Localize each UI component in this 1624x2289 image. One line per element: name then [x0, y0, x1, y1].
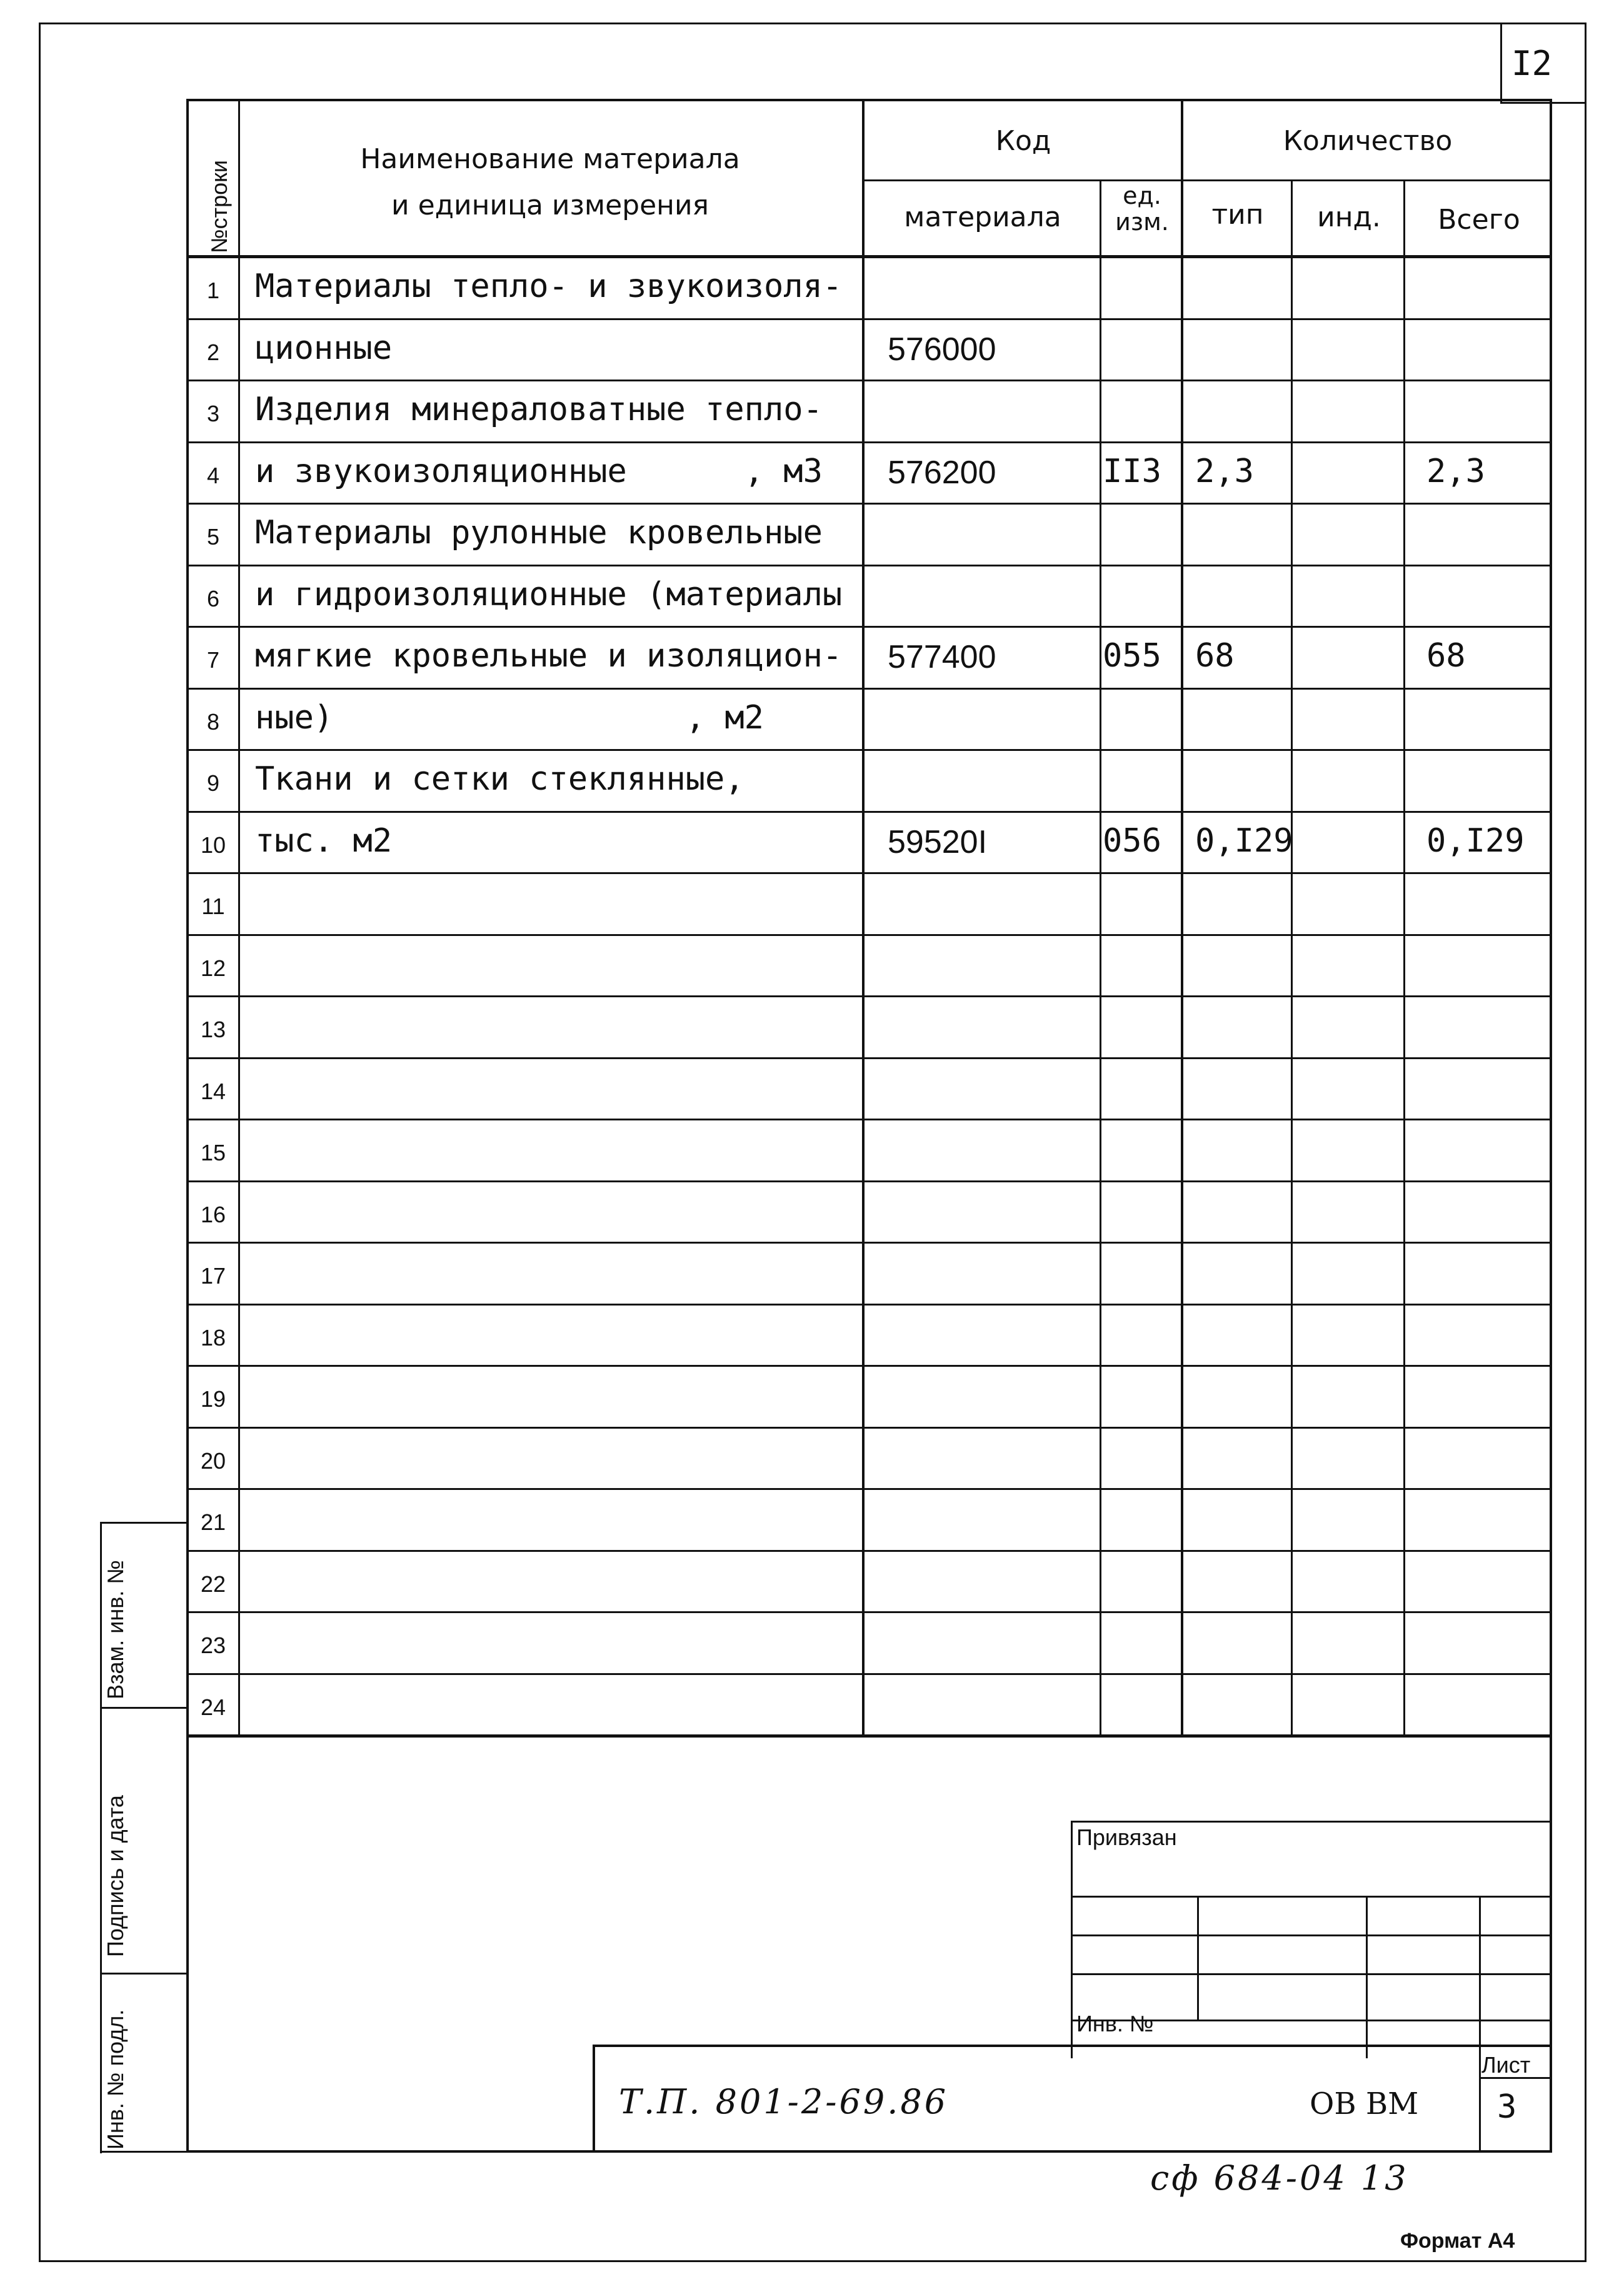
table-cell-n: 24 — [200, 1694, 226, 1720]
header-type: тип — [1211, 199, 1264, 231]
table-cell-unit: 055 — [1103, 637, 1161, 675]
row-line — [186, 1427, 1552, 1429]
table-cell-name: и звукоизоляционные , м3 — [255, 453, 823, 490]
binding-line — [1479, 1896, 1481, 2058]
row-line — [186, 1057, 1552, 1059]
row-line — [186, 380, 1552, 381]
table-cell-code: 59520I — [888, 824, 988, 860]
table-cell-name: и гидроизоляционные (материалы — [255, 576, 843, 613]
table-cell-n: 23 — [200, 1632, 226, 1658]
row-line — [186, 1365, 1552, 1367]
row-line — [186, 565, 1552, 566]
table-cell-name: ные) , м2 — [255, 699, 764, 737]
table-cell-n: 15 — [200, 1140, 226, 1165]
title-block-left — [593, 2045, 595, 2153]
table-cell-unit: II3 — [1103, 453, 1161, 490]
stamp-sign-date: Подпись и дата — [103, 1795, 128, 1957]
row-line — [186, 872, 1552, 874]
table-cell-n: 10 — [200, 832, 226, 858]
table-cell-name: Изделия минераловатные тепло- — [255, 391, 823, 428]
header-bottom-line — [186, 255, 1552, 258]
table-cell-name: тыс. м2 — [255, 822, 393, 860]
table-cell-total: 2,3 — [1426, 453, 1485, 490]
header-ind: инд. — [1317, 201, 1381, 233]
title-block-top — [593, 2045, 1552, 2047]
sheet-corner-number: I2 — [1511, 44, 1553, 83]
binding-privyazan: Привязан — [1076, 1824, 1177, 1850]
stamp-line — [100, 2151, 188, 2153]
row-line — [186, 811, 1552, 813]
row-line — [186, 1304, 1552, 1305]
title-sheet-number: 3 — [1497, 2088, 1517, 2126]
row-line — [186, 1611, 1552, 1613]
row-line — [186, 688, 1552, 690]
row-line — [186, 503, 1552, 505]
table-cell-n: 13 — [200, 1017, 226, 1042]
binding-inv-no: Инв. № — [1076, 2011, 1154, 2036]
table-cell-n: 5 — [206, 524, 220, 550]
table-cell-type: 2,3 — [1195, 453, 1254, 490]
table-cell-total: 68 — [1426, 637, 1466, 675]
row-line — [186, 441, 1552, 443]
table-cell-name: мягкие кровельные и изоляцион- — [255, 637, 843, 675]
table-cell-unit: 056 — [1103, 822, 1161, 860]
row-line — [186, 1119, 1552, 1120]
table-cell-n: 20 — [200, 1448, 226, 1474]
table-cell-n: 4 — [206, 463, 220, 488]
stamp-line — [100, 1707, 188, 1709]
title-mark: ОВ ВМ — [1310, 2086, 1419, 2121]
title-sheet-label: Лист — [1481, 2052, 1531, 2078]
table-cell-code: 576000 — [888, 331, 996, 368]
header-row-number: №строки — [206, 159, 232, 253]
header-quantity: Количество — [1283, 125, 1453, 157]
table-cell-n: 21 — [200, 1509, 226, 1535]
table-cell-total: 0,I29 — [1426, 822, 1525, 860]
header-unit: ед. изм. — [1115, 182, 1169, 236]
row-line — [186, 1673, 1552, 1675]
table-cell-n: 19 — [200, 1386, 226, 1412]
table-cell-name: ционные — [255, 330, 393, 367]
table-cell-n: 12 — [200, 955, 226, 981]
footer-format: Формат А4 — [1400, 2229, 1515, 2253]
stamp-line — [100, 1522, 102, 2153]
stamp-line — [100, 1522, 188, 1524]
table-cell-n: 22 — [200, 1571, 226, 1597]
table-cell-n: 18 — [200, 1325, 226, 1351]
table-cell-n: 11 — [201, 893, 225, 919]
header-subdivider — [863, 179, 1552, 181]
table-cell-type: 0,I29 — [1195, 822, 1293, 860]
table-cell-name: Материалы рулонные кровельные — [255, 514, 823, 551]
table-cell-name: Материалы тепло- и звукоизоля- — [255, 268, 843, 305]
stamp-zam-inv: Взам. инв. № — [103, 1559, 128, 1699]
table-cell-n: 2 — [206, 340, 220, 365]
column-line — [1291, 179, 1293, 1734]
binding-line — [1071, 1821, 1552, 1823]
table-cell-n: 14 — [200, 1079, 226, 1104]
table-cell-code: 577400 — [888, 639, 996, 675]
table-cell-n: 16 — [200, 1202, 226, 1227]
table-cell-n: 6 — [206, 586, 220, 611]
table-cell-n: 9 — [206, 770, 220, 796]
table-cell-name: Ткани и сетки стеклянные, — [255, 760, 744, 798]
header-material-code: материала — [904, 201, 1061, 233]
row-line — [186, 1488, 1552, 1490]
binding-line — [1071, 1821, 1073, 2058]
header-material-name-text: Наименование материала и единица измерения — [360, 143, 740, 221]
row-line — [186, 1550, 1552, 1552]
row-line — [186, 1734, 1552, 1738]
header-code: Код — [995, 125, 1051, 157]
row-line — [186, 749, 1552, 751]
table-cell-code: 576200 — [888, 455, 996, 491]
column-line — [1403, 179, 1405, 1734]
column-line — [1100, 179, 1101, 1734]
table-cell-n: 3 — [206, 401, 220, 426]
table-cell-type: 68 — [1195, 637, 1235, 675]
row-line — [186, 626, 1552, 628]
binding-line — [1197, 1896, 1199, 2020]
row-line — [186, 318, 1552, 320]
header-total: Всего — [1438, 204, 1520, 236]
table-cell-n: 8 — [206, 709, 220, 735]
row-line — [186, 1180, 1552, 1182]
row-line — [186, 934, 1552, 936]
table-cell-n: 7 — [206, 647, 220, 673]
footer-handwritten-code: сф 684-04 13 — [1150, 2158, 1409, 2198]
row-line — [186, 995, 1552, 997]
stamp-inv-podl: Инв. № подл. — [103, 2009, 128, 2150]
table-cell-n: 1 — [206, 278, 220, 303]
title-designation: Т.П. 801-2-69.86 — [619, 2082, 949, 2121]
stamp-line — [100, 1973, 188, 1975]
table-cell-n: 17 — [200, 1263, 226, 1289]
row-line — [186, 1242, 1552, 1244]
title-sheet-divider — [1479, 2058, 1481, 2153]
binding-line — [1366, 1896, 1368, 2058]
